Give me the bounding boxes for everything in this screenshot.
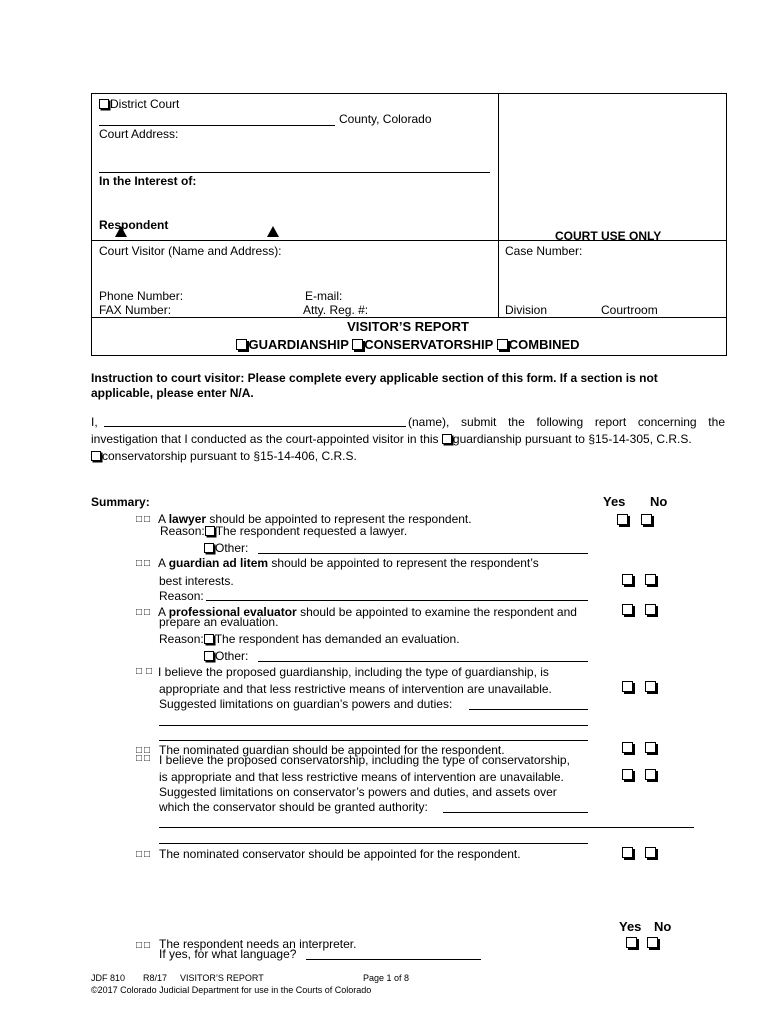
footer-form: JDF 810 — [91, 973, 126, 983]
footer-rev: R8/17 — [143, 973, 168, 983]
pe-bold: professional evaluator — [168, 605, 297, 619]
checkbox-icon[interactable] — [442, 434, 452, 444]
combined-option[interactable]: COMBINED — [508, 337, 580, 352]
interpreter-item: The respondent needs an interpreter. — [159, 937, 357, 951]
lawyer-post: should be appointed to represent the respondent. — [209, 512, 472, 526]
conservator-limits-line-2[interactable] — [159, 827, 694, 828]
yes-checkbox[interactable] — [622, 681, 633, 692]
intro-line3 — [91, 449, 357, 463]
guardianship-belief-1: I believe the proposed guardianship, including the type of guardianship, is — [158, 665, 549, 679]
guardianship-yes-no — [622, 680, 657, 694]
report-title: VISITOR’S REPORT — [347, 319, 469, 334]
yes-header-2: Yes — [619, 919, 642, 934]
caption-divider — [498, 93, 499, 317]
checkbox-icon[interactable] — [91, 451, 101, 461]
no-checkbox[interactable] — [645, 847, 656, 858]
nominated-conservator: The nominated conservator should be appointed for the respondent. — [159, 847, 521, 861]
conservatorship-belief-3: Suggested limitations on conservator’s powers and duties, and assets over — [159, 785, 557, 799]
pe-yes-no — [622, 603, 657, 617]
lawyer-yes-no — [617, 513, 653, 527]
conservatorship-option[interactable]: CONSERVATORSHIP — [364, 337, 494, 352]
address-line[interactable] — [99, 172, 490, 173]
no-checkbox[interactable] — [645, 681, 656, 692]
court-address-label: Court Address: — [99, 127, 179, 141]
gal-bold: guardian ad litem — [168, 556, 269, 570]
bullet-icon: □□ — [136, 607, 153, 618]
nominated-conservator-yes-no — [622, 846, 657, 860]
lawyer-pre: A — [158, 512, 166, 526]
bullet-icon: □□ — [136, 753, 153, 764]
gal-line2: best interests. — [159, 574, 234, 588]
checkbox-icon[interactable] — [497, 339, 508, 350]
lawyer-bold: lawyer — [168, 512, 207, 526]
instructions-line2: applicable, please enter N/A. — [91, 386, 254, 400]
conservator-limits-line[interactable] — [443, 812, 588, 813]
requested-lawyer-option[interactable]: The respondent requested a lawyer. — [215, 524, 408, 538]
lawyer-reason — [160, 524, 407, 538]
triangle-marker-icon — [267, 226, 279, 237]
guardian-limits-line-2[interactable] — [159, 725, 588, 726]
gal-yes-no — [622, 573, 657, 587]
footer-name: VISITOR’S REPORT — [180, 973, 264, 983]
guardianship-belief-3: Suggested limitations on guardian’s powers and duties: — [159, 697, 453, 711]
demanded-evaluation-option[interactable]: The respondent has demanded an evaluation. — [214, 632, 460, 646]
nominated-guardian: The nominated guardian should be appointed for the respondent. — [159, 743, 505, 757]
gal-pre: A — [158, 556, 166, 570]
bullet-icon: □□ — [136, 745, 153, 756]
bullet-icon: □□ — [136, 514, 153, 525]
caption-title-line — [91, 317, 726, 318]
intro-name-tail: (name), submit the following report concerning the — [408, 415, 725, 429]
in-interest-label: In the Interest of: — [99, 174, 197, 188]
gal-reason: Reason: — [159, 589, 204, 603]
guardian-limits-line[interactable] — [469, 709, 588, 710]
district-court-option[interactable] — [99, 97, 179, 111]
conservatorship-belief-1: I believe the proposed conservatorship, including the type of conservatorship, — [159, 753, 570, 767]
language-line[interactable] — [306, 959, 481, 960]
no-header: No — [650, 494, 668, 509]
checkbox-icon[interactable] — [99, 99, 109, 109]
yes-header: Yes — [603, 494, 626, 509]
guardian-limits-line-3[interactable] — [159, 740, 588, 741]
yes-checkbox[interactable] — [622, 847, 633, 858]
conservatorship-yes-no — [622, 768, 657, 782]
conservator-limits-line-3[interactable] — [159, 843, 588, 844]
pe-line2: prepare an evaluation. — [159, 615, 279, 629]
instructions-line1: Instruction to court visitor: Please complete every applicable section of this form. If a section is not — [91, 371, 658, 385]
no-checkbox[interactable] — [645, 742, 656, 753]
name-line[interactable] — [104, 426, 406, 427]
intro-line2-text: investigation that I conducted as the court-appointed visitor in this — [91, 432, 439, 446]
conservatorship-belief-4: which the conservator should be granted authority: — [159, 800, 428, 814]
reason-label: Reason: — [159, 632, 204, 646]
gal-reason-line[interactable] — [206, 600, 588, 601]
nominated-guardian-yes-no — [622, 741, 657, 755]
pe-reason — [159, 632, 460, 646]
phone-label: Phone Number: — [99, 289, 184, 303]
gal-item — [158, 556, 539, 570]
no-header-2: No — [654, 919, 672, 934]
no-checkbox[interactable] — [645, 769, 656, 780]
court-use-only: COURT USE ONLY — [555, 229, 662, 243]
lawyer-other-line[interactable] — [258, 553, 588, 554]
yes-checkbox[interactable] — [617, 514, 628, 525]
yes-checkbox[interactable] — [626, 937, 637, 948]
gal-post: should be appointed to represent the respondent’s — [271, 556, 539, 570]
case-number-label: Case Number: — [505, 244, 583, 258]
email-label: E-mail: — [305, 289, 343, 303]
other-option[interactable]: Other: — [215, 649, 249, 663]
other-option[interactable]: Other: — [215, 541, 249, 555]
district-court-label: District Court — [110, 97, 180, 111]
summary-label: Summary: — [91, 495, 150, 509]
lawyer-other — [204, 541, 248, 555]
intro-line2 — [91, 432, 692, 446]
yes-checkbox[interactable] — [622, 769, 633, 780]
pe-other — [204, 649, 248, 663]
no-checkbox[interactable] — [641, 514, 652, 525]
bullet-icon: □□ — [136, 849, 153, 860]
footer-copyright: ©2017 Colorado Judicial Department for use in the Courts of Colorado — [91, 985, 372, 995]
checkbox-icon[interactable] — [204, 651, 214, 661]
checkbox-icon[interactable] — [205, 526, 215, 536]
fax-label: FAX Number: — [99, 303, 172, 317]
pe-post: should be appointed to examine the respondent and — [300, 605, 577, 619]
pe-pre: A — [158, 605, 166, 619]
reason-label: Reason: — [160, 524, 205, 538]
checkbox-icon[interactable] — [236, 339, 247, 350]
report-type-options — [0, 337, 770, 352]
interpreter-yes-no — [626, 936, 659, 950]
checkbox-icon[interactable] — [204, 543, 214, 553]
court-visitor-label: Court Visitor (Name and Address): — [99, 244, 282, 258]
yes-checkbox[interactable] — [622, 604, 633, 615]
county-label: County, Colorado — [339, 112, 432, 126]
guardianship-statute-option[interactable]: guardianship pursuant to §15-14-305, C.R.S. — [452, 432, 692, 446]
yes-checkbox[interactable] — [622, 742, 633, 753]
no-checkbox[interactable] — [645, 574, 656, 585]
conservatorship-statute-option[interactable]: conservatorship pursuant to §15-14-406, C.R.S. — [102, 449, 357, 463]
guardianship-option[interactable]: GUARDIANSHIP — [248, 337, 349, 352]
pe-other-line[interactable] — [258, 661, 588, 662]
guardianship-belief-2: appropriate and that less restrictive means of intervention are unavailable. — [159, 682, 552, 696]
interpreter-language: If yes, for what language? — [159, 947, 297, 961]
atty-label: Atty. Reg. #: — [303, 303, 369, 317]
county-line[interactable] — [99, 125, 335, 126]
checkbox-icon[interactable] — [352, 339, 363, 350]
no-checkbox[interactable] — [645, 604, 656, 615]
bullet-icon: □□ — [136, 558, 153, 569]
respondent-label: Respondent — [99, 218, 169, 232]
footer-page: Page 1 of 8 — [363, 973, 410, 983]
no-checkbox[interactable] — [647, 937, 658, 948]
checkbox-icon[interactable] — [204, 634, 214, 644]
bullet-icon: □□ — [136, 940, 153, 951]
division-label: Division — [505, 303, 548, 317]
intro-i: I, — [91, 415, 98, 429]
triangle-marker-icon — [115, 226, 127, 237]
yes-checkbox[interactable] — [622, 574, 633, 585]
conservatorship-belief-2: is appropriate and that less restrictive means of intervention are unavailable. — [159, 770, 564, 784]
courtroom-label: Courtroom — [601, 303, 658, 317]
bullet-icon: □□ — [136, 666, 157, 677]
